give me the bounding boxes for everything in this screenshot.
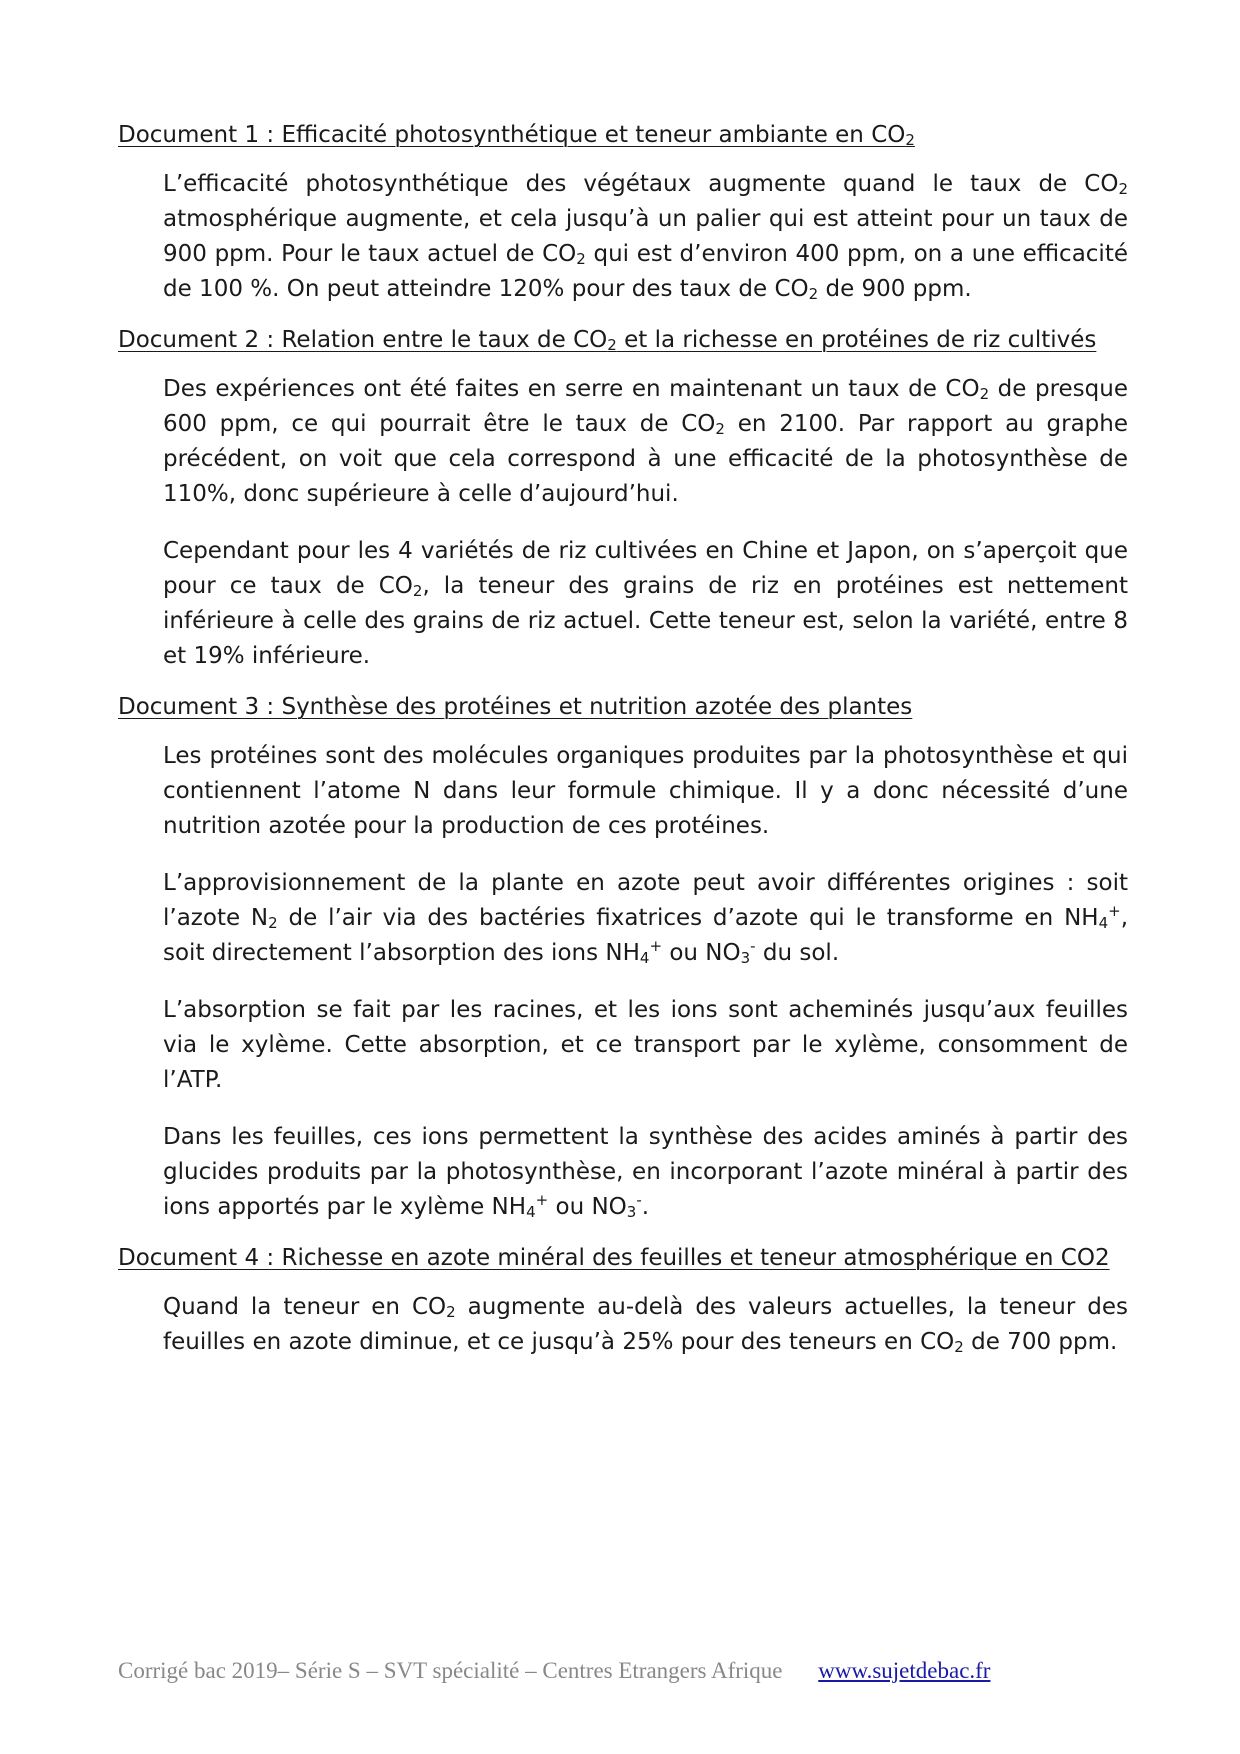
page-footer: [118, 1658, 990, 1684]
subscript: 2: [979, 385, 990, 403]
document-2: [118, 323, 1128, 674]
subscript: 3: [626, 1203, 637, 1221]
superscript: -: [750, 937, 756, 955]
document-heading: Document 3 : Synthèse des protéines et nutrition azotée des plantes: [118, 694, 913, 720]
subscript: 2: [715, 420, 725, 438]
subscript: 2: [808, 285, 819, 303]
subscript: 2: [1118, 180, 1128, 198]
document-heading: Document 1 : Efficacité photosynthétique et teneur ambiante en $CO_2$: [118, 122, 915, 149]
paragraph: Cependant pour les 4 variétés de riz cultivées en Chine et Japon, on s’aperçoit que pour ce taux de $CO_2$, la teneur des grains de riz en protéines est nettement inférieure à celle des grains de riz actuel. Cette teneur est, selon la variété, entre 8 et 19% inférieure.: [163, 538, 1128, 669]
document-1: [118, 118, 1128, 307]
document-4: [118, 1241, 1128, 1360]
footer-text: Corrigé bac 2019– Série S – SVT spécialité – Centres Etrangers Afrique: [118, 1658, 783, 1683]
superscript: +: [535, 1191, 549, 1209]
subscript: 4: [1098, 914, 1109, 932]
paragraph: Les protéines sont des molécules organiques produites par la photosynthèse et qui contiennent l’atome N dans leur formule chimique. Il y a donc nécessité d’une nutrition azotée pour la production de ces protéines.: [163, 743, 1128, 839]
document-page: [118, 118, 1128, 1376]
paragraph: Des expériences ont été faites en serre en maintenant un taux de $CO_2$ de presque 600 ppm, ce qui pourrait être le taux de $CO_2$ en 2100. Par rapport au graphe précédent, on voit que cela correspond à une efficacité de la photosynthèse de 110%, donc supérieure à celle d’aujourd’hui.: [163, 376, 1128, 507]
subscript: 2: [954, 1338, 964, 1356]
superscript: -: [636, 1191, 642, 1209]
document-3: [118, 690, 1128, 1225]
paragraph: L’approvisionnement de la plante en azote peut avoir différentes origines : soit l’azote $N_2$ de l’air via des bactéries fixatrices d’azote qui le transforme en $NH_4^+$, soit directement l’absorption des ions $NH_4^+$ ou $NO_3^-$ du sol.: [163, 870, 1129, 967]
subscript: 2: [268, 914, 278, 932]
paragraph: L’efficacité photosynthétique des végétaux augmente quand le taux de $CO_2$ atmosphérique augmente, et cela jusqu’à un palier qui est atteint pour un taux de 900 ppm. Pour le taux actuel de $CO_2$ qui est d’environ 400 ppm, on a une efficacité de 100 %. On peut atteindre 120% pour des taux de $CO_2$ de 900 ppm.: [163, 171, 1128, 303]
subscript: 4: [526, 1203, 536, 1221]
document-heading: Document 4 : Richesse en azote minéral des feuilles et teneur atmosphérique en CO2: [118, 1245, 1110, 1271]
subscript: 2: [607, 336, 617, 354]
subscript: 2: [412, 582, 423, 600]
superscript: +: [1108, 902, 1121, 920]
subscript: 3: [740, 949, 751, 967]
subscript: 2: [446, 1303, 456, 1321]
subscript: 2: [576, 250, 586, 268]
subscript: 2: [905, 131, 915, 149]
document-heading: Document 2 : Relation entre le taux de $CO_2$ et la richesse en protéines de riz cultivés: [118, 327, 1097, 354]
paragraph: Quand la teneur en $CO_2$ augmente au-delà des valeurs actuelles, la teneur des feuilles en azote diminue, et ce jusqu’à 25% pour des teneurs en $CO_2$ de 700 ppm.: [163, 1294, 1128, 1356]
footer-link[interactable]: www.sujetdebac.fr: [818, 1658, 991, 1683]
subscript: 4: [639, 949, 650, 967]
superscript: +: [649, 937, 663, 955]
paragraph: Dans les feuilles, ces ions permettent la synthèse des acides aminés à partir des glucides produits par la photosynthèse, en incorporant l’azote minéral à partir des ions apportés par le xylème $NH_4^+$ ou $NO_3^-$.: [163, 1124, 1128, 1221]
paragraph: L’absorption se fait par les racines, et les ions sont acheminés jusqu’aux feuilles via le xylème. Cette absorption, et ce transport par le xylème, consomment de l’ATP.: [163, 997, 1128, 1093]
